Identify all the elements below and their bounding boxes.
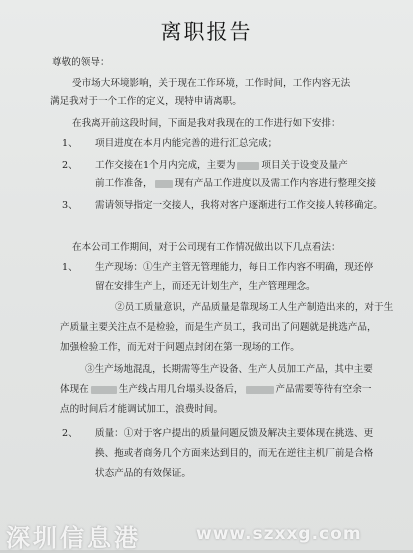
observation-text: 质量：①对于客户提出的质量问题反馈及解决主要体现在挑选、更	[95, 428, 374, 439]
arrangement-text	[95, 160, 348, 172]
intro-line: 在我离开前这段时间，下面是我对我现在的工作进行如下安排：	[72, 118, 341, 129]
observation-number: 1、	[62, 262, 78, 273]
salutation: 尊敬的领导：	[52, 57, 110, 68]
intro-line: 满足我对于一个工作的定义，现特申请离职。	[50, 96, 242, 107]
watermark	[0, 518, 413, 552]
arrangement-number: 1、	[62, 138, 78, 149]
observation-number: 2、	[62, 428, 78, 439]
watermark-url: www.szxxg.com	[196, 524, 362, 544]
observation-text: 换、拖或者商务几个方面来达到目的，而无在逆往主机厂前是合格	[95, 448, 374, 459]
redaction-mark	[237, 162, 259, 170]
observation-text-part: 体现在	[60, 384, 89, 395]
arrangement-text-part: 前工作准备，	[95, 178, 153, 189]
redaction-mark	[91, 386, 117, 394]
intro-line: 受市场大环境影响，关于现在工作环境，工作时间，工作内容无法	[72, 78, 351, 89]
observation-text	[60, 384, 371, 396]
arrangement-text	[95, 178, 376, 190]
redaction-mark	[155, 180, 173, 188]
arrangement-text: 项目进度在本月内能完善的进行汇总完成；	[95, 138, 278, 149]
document-title: 离职报告	[160, 20, 253, 44]
observation-text: 点的时间后才能调试加工，浪费时间。	[60, 404, 224, 415]
arrangement-number: 2、	[62, 160, 78, 171]
observation-text: ②员工质量意识，产品质量是靠现场工人生产制造出来的，对于生	[115, 302, 394, 313]
observation-text: 加强检验工作，而无对于问题点封闭在第一现场的工作。	[60, 342, 300, 353]
observation-text: 生产现场：①生产主管无管理能力，每日工作内容不明确，现还停	[95, 262, 374, 273]
arrangement-text-part: 现有产品工作进度以及需工作内容进行整理交接	[174, 178, 377, 189]
redaction-mark	[246, 386, 274, 394]
observations-intro: 在本公司工作期间，对于公司现有工作情况做出以下几点看法：	[72, 242, 341, 253]
observation-text: 状态产品的有效保证。	[95, 468, 191, 479]
arrangement-text: 需请领导指定一交接人，我将对客户逐渐进行工作交接人转移确定。	[95, 200, 383, 211]
observation-text-part: 产品需要等待有空余一	[275, 384, 372, 395]
arrangement-text-part: 项目关于设变及量产	[261, 160, 348, 171]
observation-text: ③生产场地混乱，长期需等生产设备、生产人员加工产品，其中主要	[85, 364, 373, 375]
observation-text-part: 生产线占用几台塌头设备后，	[118, 384, 244, 395]
arrangement-number: 3、	[62, 200, 78, 211]
watermark-site-name: 深圳信息港	[6, 524, 141, 552]
arrangement-text-part: 工作交接在1个月内完成，主要为	[95, 160, 236, 171]
observation-text: 留在安排生产上，而还无计划生产，生产管理理念。	[95, 281, 316, 292]
observation-text: 产质量主要关注点不是检验，而是生产员工，我司出了问题就是挑选产品，	[60, 322, 377, 333]
